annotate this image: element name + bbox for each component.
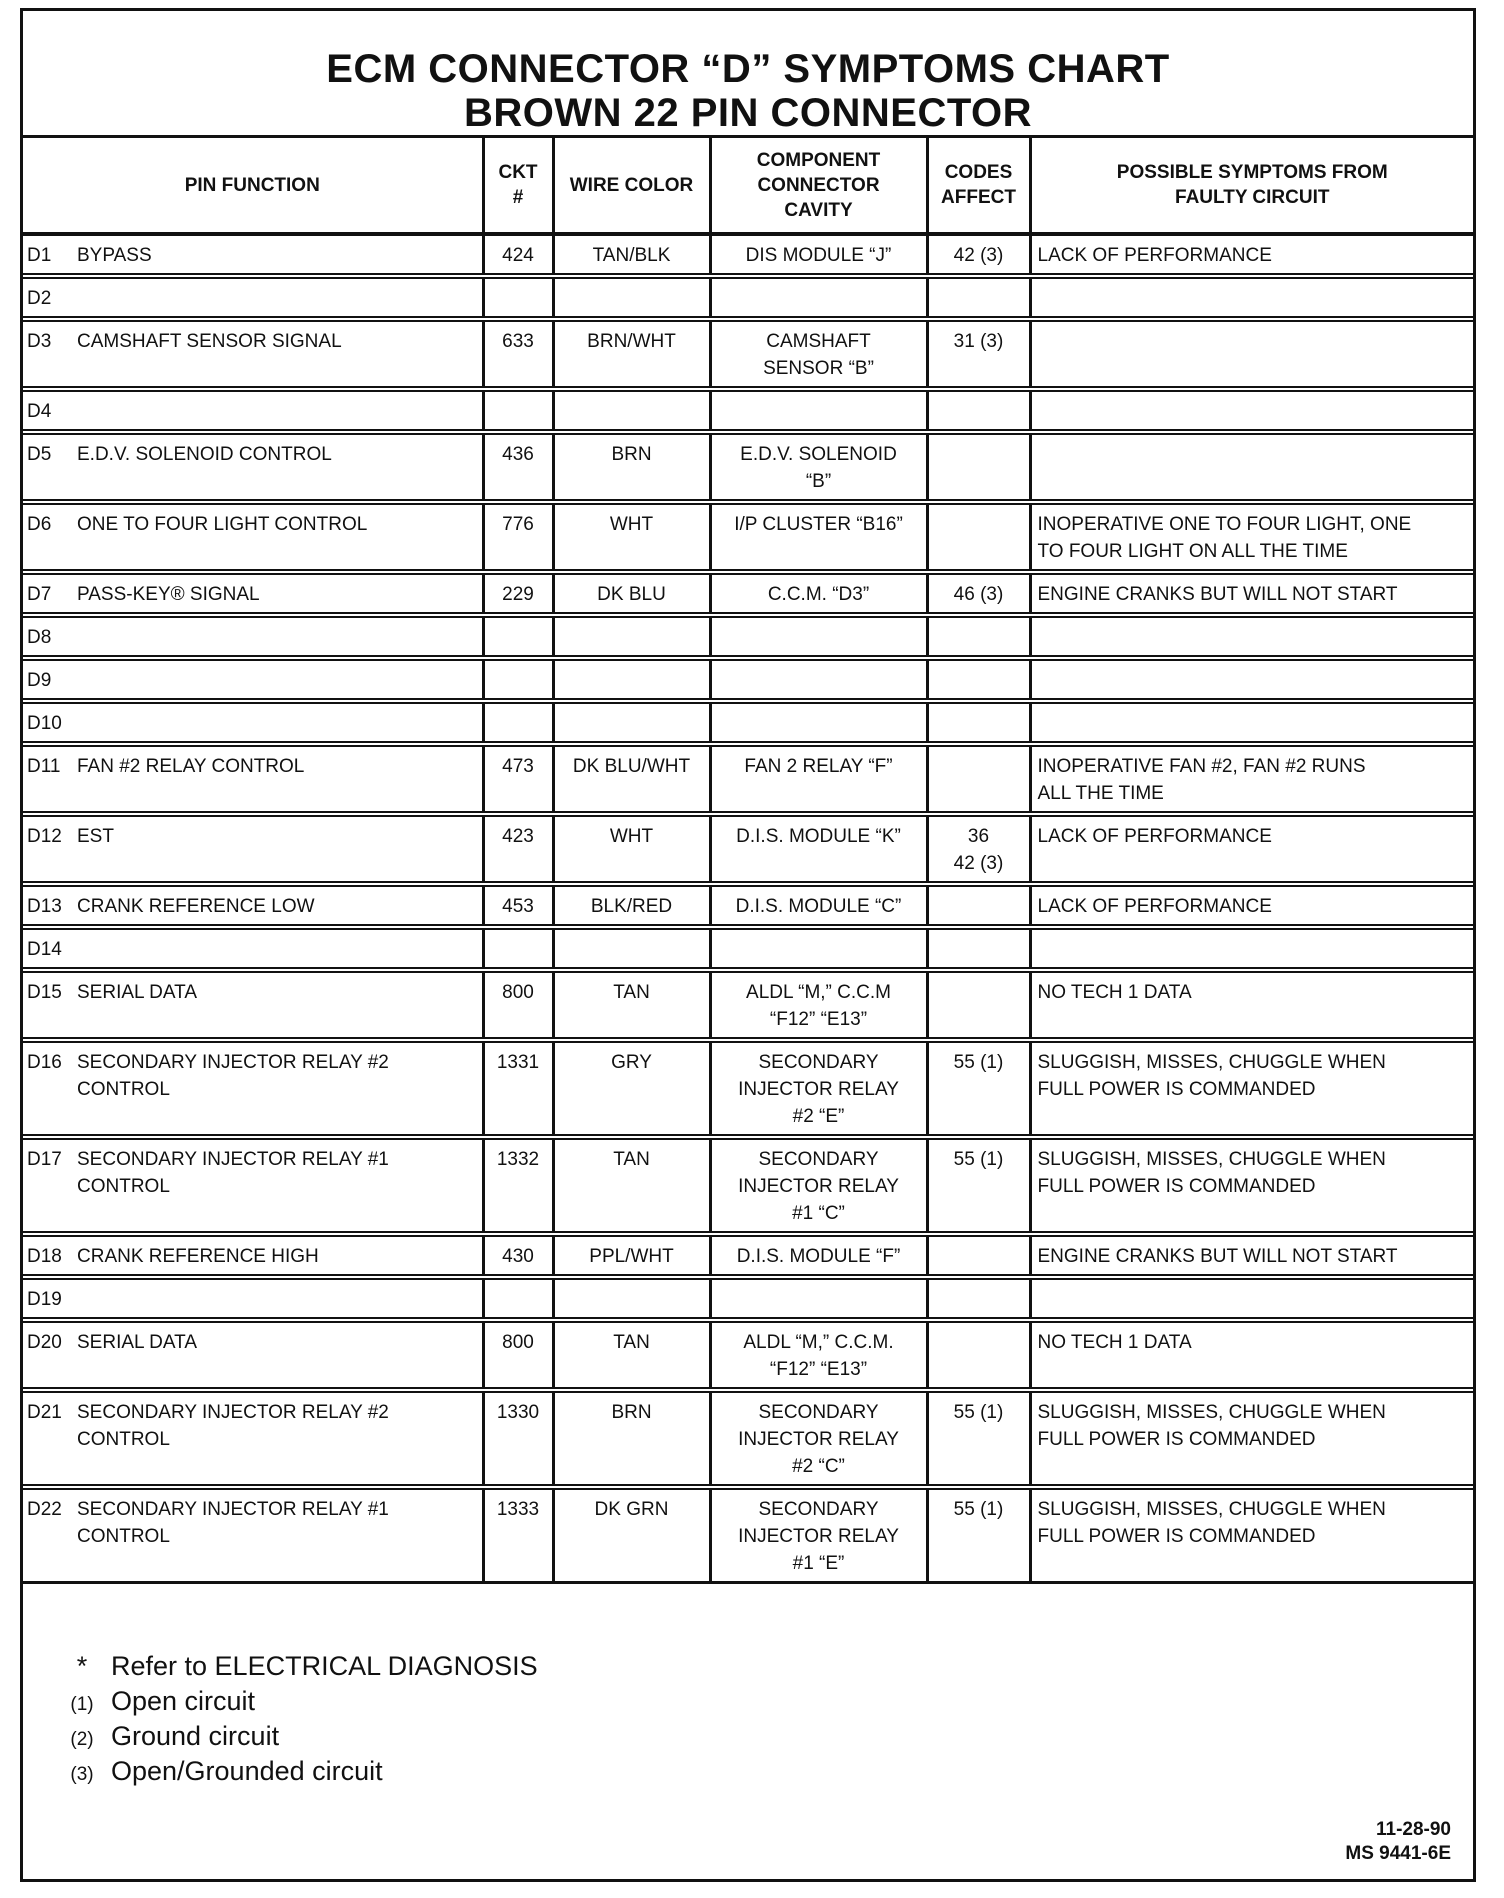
wire-color-cell-text: DK GRN — [594, 1499, 669, 1520]
pin-function-text: SECONDARY INJECTOR RELAY #1 CONTROL — [77, 1499, 389, 1547]
cavity-cell-text: SECONDARY INJECTOR RELAY #1 “C” — [738, 1149, 899, 1224]
header-wire-color: WIRE COLOR — [553, 138, 710, 234]
ckt-cell — [483, 970, 553, 1040]
ckt-cell-text: 633 — [502, 331, 534, 352]
table-row — [23, 1487, 1473, 1583]
pin-function-cell — [23, 276, 483, 319]
codes-cell-text: 55 (1) — [953, 1499, 1004, 1520]
table-row — [23, 884, 1473, 927]
header-codes-affect: CODES AFFECT — [927, 138, 1030, 234]
codes-cell — [927, 319, 1030, 389]
codes-cell-text: 31 (3) — [953, 331, 1004, 352]
symptoms-cell-text: NO TECH 1 DATA — [1037, 982, 1192, 1003]
pin-function-text: SECONDARY INJECTOR RELAY #1 CONTROL — [77, 1149, 389, 1197]
ckt-cell — [483, 234, 553, 276]
ckt-cell — [483, 572, 553, 615]
ckt-cell-text: 229 — [502, 584, 534, 605]
wire-color-cell — [553, 1234, 710, 1277]
cavity-cell-text: D.I.S. MODULE “C” — [735, 896, 902, 917]
pin-function-text — [77, 1286, 476, 1313]
wire-color-cell — [553, 1277, 710, 1320]
wire-color-cell-text: TAN — [613, 1332, 650, 1353]
title-block — [23, 11, 1473, 138]
codes-cell — [927, 1320, 1030, 1390]
wire-color-cell — [553, 615, 710, 658]
footnote-text: Open/Grounded circuit — [111, 1756, 383, 1786]
pin-function-text: BYPASS — [77, 245, 152, 266]
pin-function-cell — [23, 572, 483, 615]
cavity-cell — [710, 1277, 927, 1320]
cavity-cell — [710, 814, 927, 884]
ckt-cell — [483, 701, 553, 744]
wire-color-cell-text: BRN — [611, 1402, 652, 1423]
document-date: 11-28-90 — [1375, 1819, 1451, 1840]
ckt-cell-text: 1330 — [496, 1402, 540, 1423]
cavity-cell-text: SECONDARY INJECTOR RELAY #2 “C” — [738, 1402, 899, 1477]
cavity-cell-text: ALDL “M,” C.C.M. “F12” “E13” — [743, 1332, 894, 1380]
table-row — [23, 1277, 1473, 1320]
pin-id: D4 — [27, 401, 52, 422]
wire-color-cell — [553, 1040, 710, 1137]
wire-color-cell — [553, 1320, 710, 1390]
symptoms-cell — [1030, 572, 1473, 615]
pin-function-text: CRANK REFERENCE LOW — [77, 896, 315, 917]
codes-cell — [927, 744, 1030, 814]
symptoms-cell-text: NO TECH 1 DATA — [1037, 1332, 1192, 1353]
pin-function-text: SECONDARY INJECTOR RELAY #2 CONTROL — [77, 1052, 389, 1100]
header-ckt: CKT # — [483, 138, 553, 234]
ckt-cell — [483, 1390, 553, 1487]
pin-id: D9 — [27, 670, 52, 691]
cavity-cell — [710, 432, 927, 502]
pin-function-text: SECONDARY INJECTOR RELAY #2 CONTROL — [77, 1402, 389, 1450]
cavity-cell — [710, 658, 927, 701]
wire-color-cell — [553, 1390, 710, 1487]
codes-cell-text: 36 42 (3) — [953, 826, 1004, 874]
cavity-cell — [710, 276, 927, 319]
ckt-cell — [483, 1487, 553, 1583]
pin-function-cell — [23, 1234, 483, 1277]
wire-color-cell — [553, 1137, 710, 1234]
pin-function-cell — [23, 701, 483, 744]
codes-cell-text: 42 (3) — [953, 245, 1004, 266]
symptoms-chart-page — [20, 8, 1476, 1882]
cavity-cell-text: SECONDARY INJECTOR RELAY #1 “E” — [738, 1499, 899, 1574]
codes-cell — [927, 1137, 1030, 1234]
cavity-cell — [710, 1137, 927, 1234]
pin-function-text: PASS-KEY® SIGNAL — [77, 584, 260, 605]
footnote-symbol: (2) — [70, 1729, 94, 1750]
symptoms-cell — [1030, 658, 1473, 701]
symptoms-cell-text: ENGINE CRANKS BUT WILL NOT START — [1037, 584, 1398, 605]
pin-function-cell — [23, 502, 483, 572]
footnotes — [23, 1597, 1473, 1882]
footnote-item — [53, 1719, 279, 1757]
codes-cell — [927, 572, 1030, 615]
pin-function-cell — [23, 1390, 483, 1487]
pin-function-cell — [23, 970, 483, 1040]
ckt-cell-text: 453 — [502, 896, 534, 917]
footnote-symbol: * — [76, 1651, 88, 1681]
wire-color-cell — [553, 572, 710, 615]
pin-function-cell — [23, 744, 483, 814]
symptoms-cell-text: INOPERATIVE FAN #2, FAN #2 RUNS ALL THE TIME — [1037, 756, 1366, 804]
cavity-cell-text: D.I.S. MODULE “F” — [736, 1246, 901, 1267]
ckt-cell — [483, 814, 553, 884]
wire-color-cell-text: TAN/BLK — [592, 245, 671, 266]
ckt-cell — [483, 927, 553, 970]
ckt-cell-text: 423 — [502, 826, 534, 847]
footnote-item — [53, 1649, 538, 1683]
wire-color-cell-text: WHT — [609, 514, 654, 535]
cavity-cell — [710, 572, 927, 615]
wire-color-cell — [553, 744, 710, 814]
ckt-cell — [483, 432, 553, 502]
wire-color-cell — [553, 658, 710, 701]
pin-function-text — [77, 624, 476, 651]
pin-function-text: SERIAL DATA — [77, 982, 198, 1003]
ckt-cell — [483, 615, 553, 658]
pin-function-text: EST — [77, 826, 114, 847]
symptoms-cell — [1030, 701, 1473, 744]
codes-cell — [927, 502, 1030, 572]
ckt-cell — [483, 884, 553, 927]
ckt-cell-text: 473 — [502, 756, 534, 777]
wire-color-cell — [553, 319, 710, 389]
chart-title: ECM CONNECTOR “D” SYMPTOMS CHART — [326, 47, 1170, 91]
symptoms-cell-text: LACK OF PERFORMANCE — [1037, 826, 1272, 847]
cavity-cell — [710, 927, 927, 970]
codes-cell — [927, 1234, 1030, 1277]
pin-function-cell — [23, 1487, 483, 1583]
pin-function-cell — [23, 814, 483, 884]
footnote-symbol: (3) — [70, 1764, 94, 1785]
codes-cell — [927, 1277, 1030, 1320]
symptoms-cell — [1030, 432, 1473, 502]
header-pin-function: PIN FUNCTION — [23, 138, 483, 234]
cavity-cell — [710, 970, 927, 1040]
symptoms-cell-text: LACK OF PERFORMANCE — [1037, 896, 1272, 917]
symptoms-cell — [1030, 1277, 1473, 1320]
ckt-cell-text: 424 — [502, 245, 534, 266]
pin-function-cell — [23, 1277, 483, 1320]
table-header-row — [23, 138, 1473, 234]
cavity-cell — [710, 234, 927, 276]
table-row — [23, 1234, 1473, 1277]
header-component-cavity: COMPONENT CONNECTOR CAVITY — [710, 138, 927, 234]
symptoms-cell-text: ENGINE CRANKS BUT WILL NOT START — [1037, 1246, 1398, 1267]
symptoms-cell — [1030, 502, 1473, 572]
pin-function-text: E.D.V. SOLENOID CONTROL — [77, 444, 332, 465]
cavity-cell — [710, 1320, 927, 1390]
ckt-cell-text: 776 — [502, 514, 534, 535]
symptoms-cell — [1030, 884, 1473, 927]
document-reference — [1345, 1818, 1451, 1866]
ckt-cell — [483, 1234, 553, 1277]
ckt-cell — [483, 276, 553, 319]
wire-color-cell — [553, 389, 710, 432]
wire-color-cell — [553, 814, 710, 884]
symptoms-cell-text: INOPERATIVE ONE TO FOUR LIGHT, ONE TO FOUR LIGHT ON ALL THE TIME — [1037, 514, 1412, 562]
pin-function-cell — [23, 389, 483, 432]
table-row — [23, 389, 1473, 432]
table-row — [23, 572, 1473, 615]
table-row — [23, 319, 1473, 389]
codes-cell-text: 55 (1) — [953, 1149, 1004, 1170]
footnote-text: Ground circuit — [111, 1721, 280, 1751]
cavity-cell — [710, 1390, 927, 1487]
chart-subtitle: BROWN 22 PIN CONNECTOR — [463, 91, 1033, 135]
document-number: MS 9441-6E — [1345, 1843, 1451, 1864]
pin-function-cell — [23, 234, 483, 276]
symptoms-cell — [1030, 1320, 1473, 1390]
wire-color-cell-text: GRY — [611, 1052, 652, 1073]
pin-function-cell — [23, 658, 483, 701]
codes-cell — [927, 658, 1030, 701]
symptoms-cell — [1030, 276, 1473, 319]
pin-function-text: CRANK REFERENCE HIGH — [77, 1246, 319, 1267]
footnote-text: Refer to ELECTRICAL DIAGNOSIS — [111, 1651, 538, 1681]
symptoms-cell — [1030, 1040, 1473, 1137]
cavity-cell-text: D.I.S. MODULE “K” — [736, 826, 901, 847]
symptoms-cell — [1030, 1137, 1473, 1234]
pin-id: D3 — [27, 331, 52, 352]
codes-cell — [927, 701, 1030, 744]
cavity-cell-text: C.C.M. “D3” — [767, 584, 870, 605]
pin-id: D12 — [27, 826, 62, 847]
codes-cell-text: 55 (1) — [953, 1402, 1004, 1423]
wire-color-cell — [553, 970, 710, 1040]
table-row — [23, 927, 1473, 970]
symptoms-table — [23, 138, 1473, 1584]
wire-color-cell — [553, 884, 710, 927]
symptoms-cell — [1030, 1234, 1473, 1277]
codes-cell — [927, 814, 1030, 884]
symptoms-cell — [1030, 615, 1473, 658]
wire-color-cell — [553, 432, 710, 502]
cavity-cell-text: E.D.V. SOLENOID “B” — [740, 444, 897, 492]
pin-id: D15 — [27, 982, 62, 1003]
pin-id: D16 — [27, 1052, 62, 1073]
table-row — [23, 1137, 1473, 1234]
pin-id: D19 — [27, 1289, 62, 1310]
wire-color-cell-text: BRN/WHT — [587, 331, 676, 352]
footnote-text: Open circuit — [111, 1686, 256, 1716]
ckt-cell — [483, 658, 553, 701]
pin-function-text — [77, 936, 476, 963]
pin-id: D21 — [27, 1402, 62, 1423]
pin-id: D6 — [27, 514, 52, 535]
pin-function-text: SERIAL DATA — [77, 1332, 198, 1353]
ckt-cell-text: 1332 — [496, 1149, 540, 1170]
ckt-cell — [483, 502, 553, 572]
cavity-cell-text: CAMSHAFT SENSOR “B” — [763, 331, 874, 379]
codes-cell — [927, 276, 1030, 319]
symptoms-cell-text: SLUGGISH, MISSES, CHUGGLE WHEN FULL POWER IS COMMANDED — [1037, 1499, 1386, 1547]
wire-color-cell — [553, 276, 710, 319]
cavity-cell — [710, 701, 927, 744]
table-row — [23, 1320, 1473, 1390]
codes-cell — [927, 884, 1030, 927]
wire-color-cell — [553, 234, 710, 276]
cavity-cell — [710, 389, 927, 432]
wire-color-cell-text: WHT — [609, 826, 654, 847]
pin-function-cell — [23, 1320, 483, 1390]
codes-cell-text: 46 (3) — [953, 584, 1004, 605]
pin-function-text — [77, 285, 476, 312]
pin-id: D10 — [27, 713, 62, 734]
ckt-cell-text: 430 — [502, 1246, 534, 1267]
cavity-cell-text: ALDL “M,” C.C.M “F12” “E13” — [746, 982, 891, 1030]
ckt-cell-text: 800 — [502, 982, 534, 1003]
footnote-symbol: (1) — [70, 1694, 94, 1715]
pin-function-cell — [23, 1040, 483, 1137]
pin-id: D1 — [27, 245, 52, 266]
codes-cell — [927, 927, 1030, 970]
codes-cell-text: 55 (1) — [953, 1052, 1004, 1073]
symptoms-cell — [1030, 319, 1473, 389]
pin-id: D5 — [27, 444, 52, 465]
codes-cell — [927, 1487, 1030, 1583]
table-row — [23, 1040, 1473, 1137]
pin-function-cell — [23, 615, 483, 658]
wire-color-cell-text: TAN — [613, 1149, 650, 1170]
ckt-cell — [483, 744, 553, 814]
symptoms-cell — [1030, 389, 1473, 432]
wire-color-cell — [553, 927, 710, 970]
ckt-cell — [483, 319, 553, 389]
wire-color-cell — [553, 502, 710, 572]
codes-cell — [927, 432, 1030, 502]
table-row — [23, 615, 1473, 658]
wire-color-cell — [553, 701, 710, 744]
cavity-cell — [710, 1040, 927, 1137]
pin-function-cell — [23, 884, 483, 927]
table-row — [23, 744, 1473, 814]
symptoms-cell — [1030, 1487, 1473, 1583]
pin-function-cell — [23, 1137, 483, 1234]
ckt-cell-text: 436 — [502, 444, 534, 465]
symptoms-cell — [1030, 234, 1473, 276]
pin-id: D14 — [27, 939, 62, 960]
pin-id: D22 — [27, 1499, 62, 1520]
table-row — [23, 658, 1473, 701]
table-row — [23, 1390, 1473, 1487]
pin-function-text — [77, 398, 476, 425]
wire-color-cell-text: BLK/RED — [590, 896, 673, 917]
pin-id: D13 — [27, 896, 62, 917]
pin-function-text — [77, 710, 476, 737]
cavity-cell — [710, 1487, 927, 1583]
pin-id: D17 — [27, 1149, 62, 1170]
pin-function-text: CAMSHAFT SENSOR SIGNAL — [77, 331, 342, 352]
table-row — [23, 970, 1473, 1040]
codes-cell — [927, 615, 1030, 658]
symptoms-cell — [1030, 1390, 1473, 1487]
ckt-cell-text: 800 — [502, 1332, 534, 1353]
cavity-cell — [710, 1234, 927, 1277]
table-row — [23, 502, 1473, 572]
codes-cell — [927, 389, 1030, 432]
codes-cell — [927, 234, 1030, 276]
footnote-item — [53, 1754, 383, 1792]
symptoms-cell-text: SLUGGISH, MISSES, CHUGGLE WHEN FULL POWER IS COMMANDED — [1037, 1402, 1386, 1450]
ckt-cell — [483, 389, 553, 432]
symptoms-cell — [1030, 744, 1473, 814]
pin-function-cell — [23, 432, 483, 502]
pin-function-text: ONE TO FOUR LIGHT CONTROL — [77, 514, 368, 535]
cavity-cell-text: SECONDARY INJECTOR RELAY #2 “E” — [738, 1052, 899, 1127]
table-row — [23, 234, 1473, 276]
ckt-cell — [483, 1040, 553, 1137]
footnote-item — [53, 1684, 255, 1722]
table-row — [23, 276, 1473, 319]
wire-color-cell-text: BRN — [611, 444, 652, 465]
symptoms-cell-text: SLUGGISH, MISSES, CHUGGLE WHEN FULL POWER IS COMMANDED — [1037, 1052, 1386, 1100]
pin-id: D18 — [27, 1246, 62, 1267]
symptoms-cell — [1030, 814, 1473, 884]
symptoms-cell-text: LACK OF PERFORMANCE — [1037, 245, 1272, 266]
cavity-cell-text: FAN 2 RELAY “F” — [744, 756, 893, 777]
cavity-cell — [710, 319, 927, 389]
wire-color-cell — [553, 1487, 710, 1583]
symptoms-cell — [1030, 927, 1473, 970]
pin-function-text: FAN #2 RELAY CONTROL — [77, 756, 305, 777]
cavity-cell — [710, 884, 927, 927]
wire-color-cell-text: DK BLU — [597, 584, 666, 605]
table-body — [23, 234, 1473, 1583]
header-possible-symptoms: POSSIBLE SYMPTOMS FROM FAULTY CIRCUIT — [1030, 138, 1473, 234]
pin-function-cell — [23, 319, 483, 389]
pin-function-cell — [23, 927, 483, 970]
cavity-cell-text: DIS MODULE “J” — [745, 245, 892, 266]
codes-cell — [927, 1040, 1030, 1137]
pin-id: D7 — [27, 584, 52, 605]
ckt-cell-text: 1331 — [496, 1052, 540, 1073]
wire-color-cell-text: PPL/WHT — [589, 1246, 674, 1267]
codes-cell — [927, 970, 1030, 1040]
ckt-cell — [483, 1137, 553, 1234]
cavity-cell — [710, 502, 927, 572]
table-row — [23, 701, 1473, 744]
pin-function-text — [77, 667, 476, 694]
pin-id: D2 — [27, 288, 52, 309]
pin-id: D8 — [27, 627, 52, 648]
pin-id: D20 — [27, 1332, 62, 1353]
ckt-cell — [483, 1277, 553, 1320]
symptoms-cell — [1030, 970, 1473, 1040]
wire-color-cell-text: TAN — [613, 982, 650, 1003]
ckt-cell-text: 1333 — [496, 1499, 540, 1520]
cavity-cell — [710, 615, 927, 658]
codes-cell — [927, 1390, 1030, 1487]
wire-color-cell-text: DK BLU/WHT — [572, 756, 691, 777]
pin-id: D11 — [27, 756, 61, 777]
cavity-cell-text: I/P CLUSTER “B16” — [734, 514, 903, 535]
table-row — [23, 814, 1473, 884]
cavity-cell — [710, 744, 927, 814]
symptoms-cell-text: SLUGGISH, MISSES, CHUGGLE WHEN FULL POWER IS COMMANDED — [1037, 1149, 1386, 1197]
ckt-cell — [483, 1320, 553, 1390]
table-row — [23, 432, 1473, 502]
